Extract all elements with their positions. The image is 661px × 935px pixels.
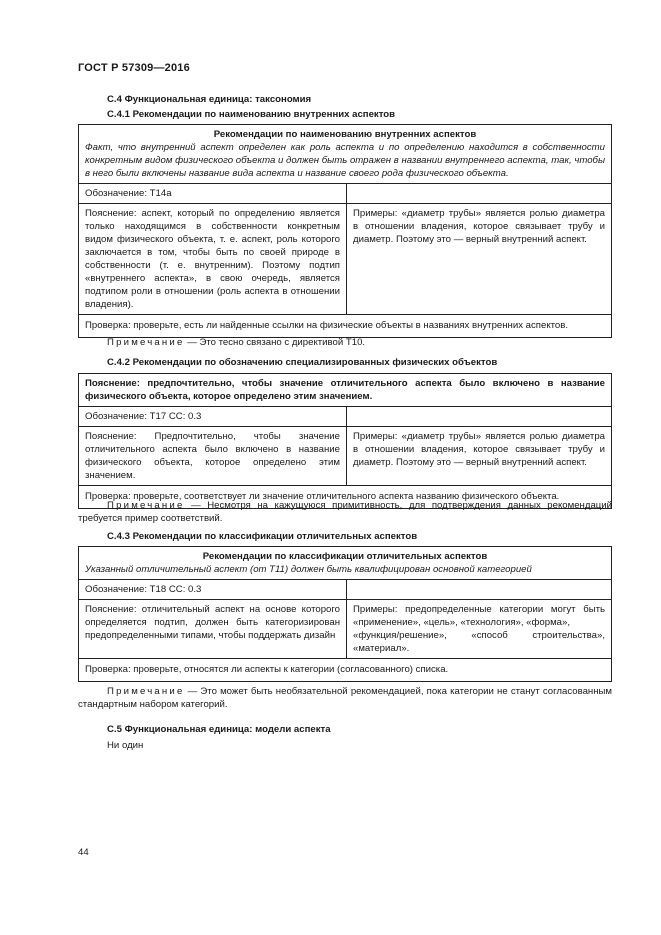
explanation-cell: Пояснение: отличительный аспект на основе которого определяется подтип, должен быть категоризирован предопределенными типами, чтобы поддержать дизайн	[79, 600, 347, 658]
note-text: — Это тесно связано с директивой Т10.	[184, 337, 366, 348]
examples-cell	[347, 600, 611, 658]
empty-cell	[347, 407, 611, 426]
note-label: Примечание	[107, 686, 185, 697]
table-header-cell	[79, 125, 611, 183]
table-internal-aspects	[78, 124, 612, 338]
table-title: Рекомендации по классификации отличительных аспектов	[202, 551, 488, 562]
empty-cell	[347, 580, 611, 599]
note-text: — Это может быть необязательной рекомендацией, пока категории не станут согласованным стандартным набором категорий.	[78, 686, 612, 710]
section-c5-body: Ни один	[107, 740, 144, 751]
section-heading-c5: С.5 Функциональная единица: модели аспекта	[107, 724, 331, 735]
note-c42	[78, 499, 612, 525]
subsection-heading-c42: С.4.2 Рекомендации по обозначению специализированных физических объектов	[107, 357, 498, 368]
examples-cell: Примеры: «диаметр трубы» является ролью диаметра в отношении владения, которое связывает трубу и диаметр. Поэтому это — верный внутренний аспект.	[353, 208, 605, 245]
table-lead-text: Факт, что внутренний аспект определен как роль аспекта и по определению находится в собственности конкретным видом физического объекта и должен быть отражен в названии внутреннего аспекта, так, чтобы в него были включены название вида аспекта и название своего рода физического объекта.	[85, 142, 605, 179]
note-label: Примечание	[107, 337, 185, 348]
table-classification	[78, 546, 612, 682]
check-cell: Проверка: проверьте, есть ли найденные ссылки на физические объекты в названиях внутренних аспектов.	[85, 320, 569, 331]
note-text: — Несмотря на кажущуюся примитивность, для подтверждения данных рекомендаций требуется пример соответствий.	[78, 500, 612, 524]
examples-text-a: Примеры: предопределенные категории могут быть «применение», «цель», «технология», «форма»,	[353, 604, 605, 628]
note-label: Примечание	[107, 500, 185, 511]
subsection-heading-c41: С.4.1 Рекомендации по наименованию внутренних аспектов	[107, 109, 396, 120]
designation-cell: Обозначение: Т18 СС: 0.3	[79, 580, 347, 599]
page-number: 44	[78, 847, 89, 858]
check-cell: Проверка: проверьте, относятся ли аспекты к категории (согласованного) списка.	[85, 664, 449, 675]
examples-cell: Примеры: «диаметр трубы» является ролью диаметра в отношении владения, которое связывает трубу и диаметр. Поэтому это — верный внутренний аспект.	[353, 431, 605, 468]
explanation-cell: Пояснение: Предпочтительно, чтобы значение отличительного аспекта было включено в название физического объекта, которое определено этим значением.	[79, 427, 347, 485]
check-cell: Проверка: проверьте, соответствует ли значение отличительного аспекта названию физического объекта.	[85, 491, 560, 502]
table-specialized-objects	[78, 373, 612, 509]
subsection-heading-c43: С.4.3 Рекомендации по классификации отличительных аспектов	[107, 531, 418, 542]
note-c43	[78, 685, 612, 711]
explanation-cell: Пояснение: аспект, который по определению является только находящимся в собственности конкретным видом физического объекта, т. е. аспект, роль которого заключается в том, чтобы быть по своей природе в собственности (т. е. внутренним). Поэтому подтип «внутреннего аспекта», в свою очередь, является подтипом роли в отношении (роль аспекта в отношении владения).	[79, 204, 347, 314]
section-heading-c4: С.4 Функциональная единица: таксономия	[107, 94, 312, 105]
document-code: ГОСТ Р 57309—2016	[78, 62, 190, 74]
note-c41	[78, 336, 612, 349]
designation-cell: Обозначение: Т17 СС: 0.3	[79, 407, 347, 426]
empty-cell	[347, 184, 611, 203]
table-lead-text: Пояснение: предпочтительно, чтобы значение отличительного аспекта было включено в название физического объекта, которое определено этим значением.	[85, 378, 605, 402]
examples-text-b: «функция/решение», «способ строительства», «материал».	[353, 630, 605, 654]
table-title: Рекомендации по наименованию внутренних аспектов	[213, 129, 477, 140]
table-header-cell	[79, 547, 611, 579]
designation-cell: Обозначение: Т14а	[79, 184, 347, 203]
table-lead-text: Указанный отличительный аспект (от Т11) должен быть квалифицирован основной категорией	[85, 564, 532, 575]
